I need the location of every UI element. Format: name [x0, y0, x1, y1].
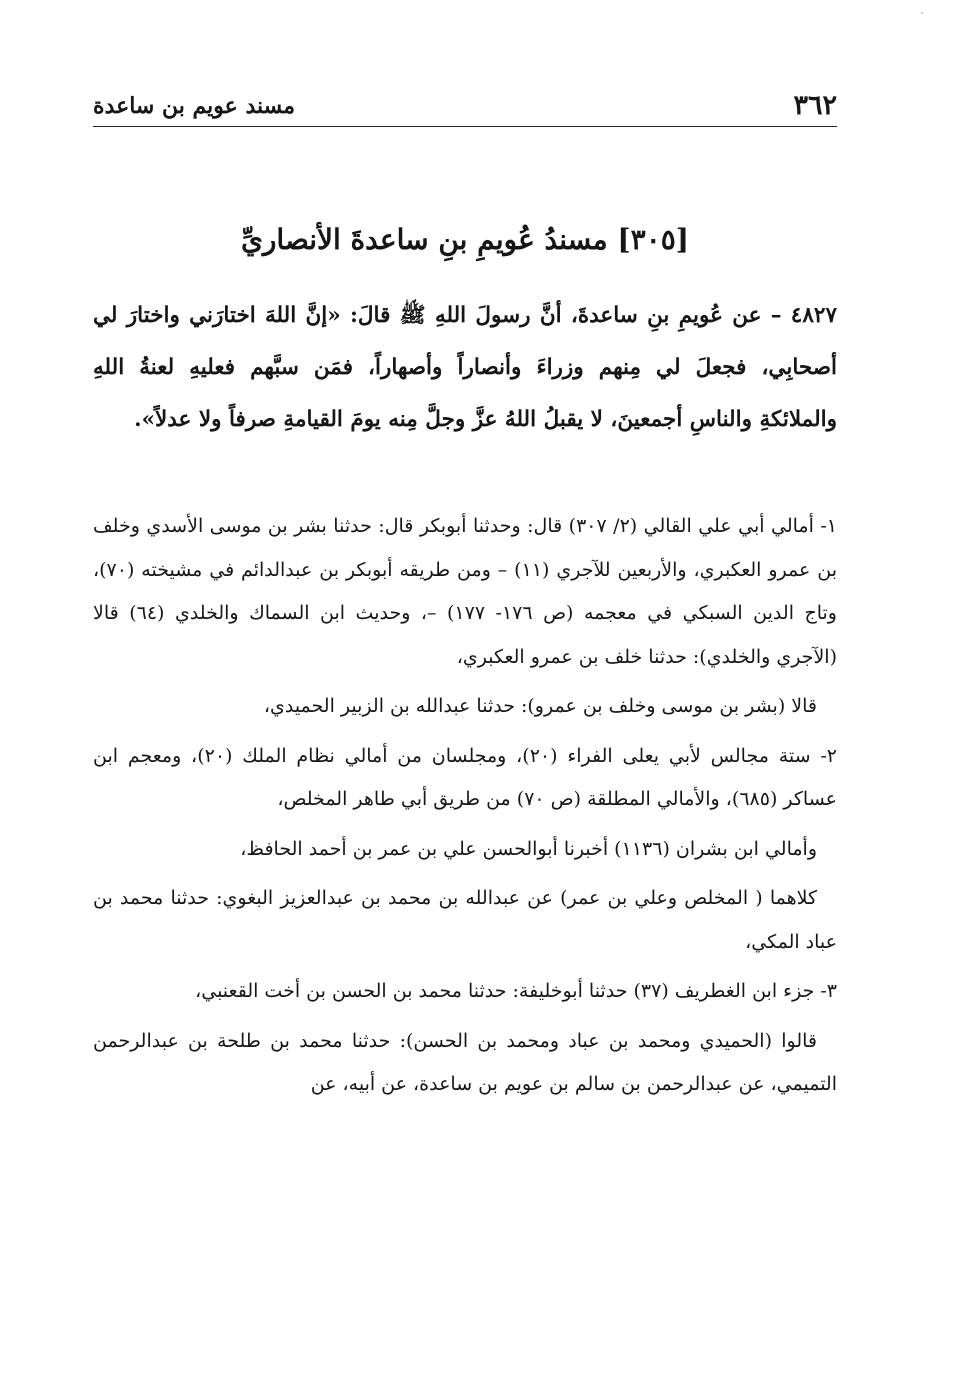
takhrij-paragraph-2: قالا (بشر بن موسى وخلف بن عمرو): حدثنا عبدالله بن الزبير الحميدي، — [263, 695, 817, 717]
takhrij-paragraph-5: كلاهما ( المخلص وعلي بن عمر) عن عبدالله بن محمد بن عبدالعزيز البغوي: حدثنا محمد بن عباد المكي، — [93, 887, 837, 953]
hadith-text: ٤٨٢٧ – عن عُويمِ بنِ ساعدةَ، أنَّ رسولَ اللهِ ﷺ قالَ: «إنَّ اللهَ اختارَني واختارَ لي أصحابِي، فجعلَ لي مِنهم وزراءَ وأنصاراً وأصهاراً، فمَن سبَّهم فعليهِ لعنةُ اللهِ والملائكةِ والناسِ أجمعينَ، لا يقبلُ اللهُ عزَّ وجلَّ مِنه يومَ القيامةِ صرفاً ولا عدلاً». — [93, 303, 837, 432]
section-title: [٣٠٥] مسندُ عُويمِ بنِ ساعدةَ الأنصاريِّ — [240, 223, 690, 256]
takhrij-paragraph-1: ١- أمالي أبي علي القالي (٢/ ٣٠٧) قال: وحدثنا أبوبكر قال: حدثنا بشر بن موسى الأسدي وخلف بن عمرو العكبري، والأربعين للآجري (١١) – ومن طريقه أبوبكر بن عبدالدائم في مشيخته (٧٠)، وتاج الدين السبكي في معجمه (ص ١٧٦- ١٧٧) –، وحديث ابن السماك والخلدي (٦٤) قالا (الآجري والخلدي): حدثنا خلف بن عمرو العكبري، — [93, 515, 837, 668]
takhrij-paragraph-7: قالوا (الحميدي ومحمد بن عباد ومحمد بن الحسن): حدثنا محمد بن طلحة بن عبدالرحمن التميمي، عن عبدالرحمن بن سالم بن عويم بن ساعدة، عن أبيه، عن — [93, 1029, 837, 1095]
takhrij-paragraph-4: وأمالي ابن بشران (١١٣٦) أخبرنا أبوالحسن علي بن عمر بن أحمد الحافظ، — [240, 837, 817, 860]
running-header — [93, 80, 837, 127]
page-number: ٣٦٢ — [793, 90, 837, 121]
scan-speck — [921, 12, 923, 14]
takhrij-paragraph-6: ٣- جزء ابن الغطريف (٣٧) حدثنا أبوخليفة: حدثنا محمد بن الحسن بن أخت القعنبي، — [195, 980, 837, 1002]
takhrij-paragraph-3: ٢- ستة مجالس لأبي يعلى الفراء (٢٠)، ومجلسان من أمالي نظام الملك (٢٠)، ومعجم ابن عساكر (٦٨٥)، والأمالي المطلقة (ص ٧٠) من طريق أبي طاهر المخلص، — [93, 744, 837, 810]
running-title: مسند عويم بن ساعدة — [93, 93, 296, 119]
takhrij-section — [93, 505, 837, 1113]
